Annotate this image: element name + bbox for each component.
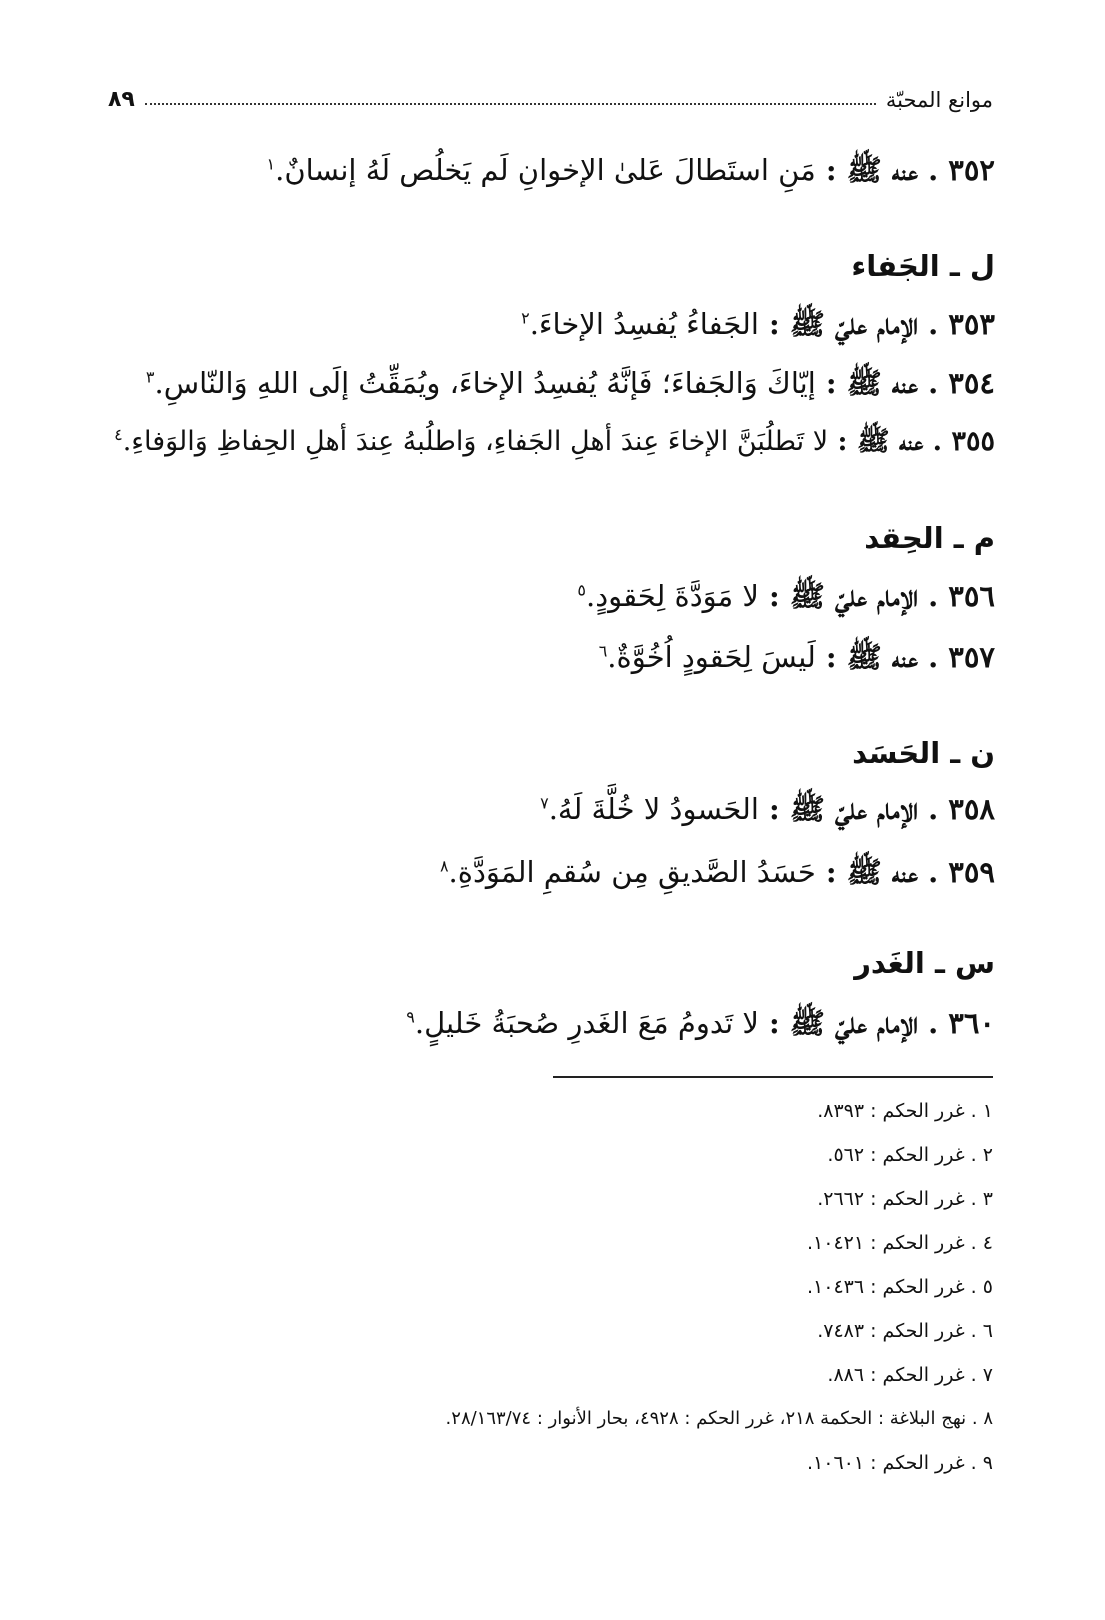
hadith-source: عنه ﷺ	[846, 153, 918, 187]
hadith-text: إيّاكَ وَالجَفاءَ؛ فَإنَّهُ يُفسِدُ الإخاءَ، ويُمَقِّتُ إلَى اللهِ وَالنّاسِ.	[154, 366, 816, 400]
footnote-9: ٩ . غرر الحكم : ١٠٦٠١.	[806, 1452, 993, 1474]
hadith-source: عنه ﷺ	[846, 855, 918, 889]
hadith-text: حَسَدُ الصَّديقِ مِن سُقمِ المَوَدَّةِ.	[448, 855, 816, 889]
hadith-358: ٣٥٨ . الإمام عليّ ﷺ : الحَسودُ لا خُلَّةَ لَهُ.$^٧$	[540, 792, 995, 826]
hadith-354: ٣٥٤ . عنه ﷺ : إيّاكَ وَالجَفاءَ؛ فَإنَّهُ يُفسِدُ الإخاءَ، ويُمَقِّتُ إلَى اللهِ وَالنّاسِ.$^٣$	[145, 366, 995, 400]
footnote-ref: ٥	[577, 580, 586, 600]
hadith-number: ٣٥٧	[948, 640, 995, 674]
footnote-ref: ٤	[114, 425, 123, 444]
hadith-text: لا تَدومُ مَعَ الغَدرِ صُحبَةُ خَليلٍ.	[414, 1006, 759, 1040]
hadith-source: الإمام عليّ ﷺ	[789, 579, 918, 613]
hadith-number: ٣٥٨	[948, 792, 995, 826]
hadith-357: ٣٥٧ . عنه ﷺ : لَيسَ لِحَقودٍ اُخُوَّةٌ.$^٦$	[598, 640, 995, 674]
footnote-7: ٧ . غرر الحكم : ٨٨٦.	[827, 1364, 993, 1386]
header-dot-leader	[145, 103, 876, 105]
hadith-text: لا تَطلُبَنَّ الإخاءَ عِندَ أهلِ الجَفاءِ، وَاطلُبهُ عِندَ أهلِ الحِفاظِ وَالوَفاءِ.	[122, 426, 829, 457]
hadith-text: لَيسَ لِحَقودٍ اُخُوَّةٌ.	[607, 640, 816, 674]
hadith-text: لا مَوَدَّةَ لِحَقودٍ.	[585, 579, 759, 613]
section-title-hasad: ن ـ الحَسَد	[852, 736, 995, 770]
footnote-divider	[553, 1076, 993, 1078]
hadith-355: ٣٥٥ . عنه ﷺ : لا تَطلُبَنَّ الإخاءَ عِندَ أهلِ الجَفاءِ، وَاطلُبهُ عِندَ أهلِ الحِفاظِ وَالوَفاءِ.$^٤$	[114, 425, 995, 457]
section-title-jafa: ل ـ الجَفاء	[851, 249, 995, 283]
hadith-source: عنه ﷺ	[846, 640, 918, 674]
hadith-356: ٣٥٦ . الإمام عليّ ﷺ : لا مَوَدَّةَ لِحَقودٍ.$^٥$	[577, 579, 995, 613]
footnote-1: ١ . غرر الحكم : ٨٣٩٣.	[817, 1100, 993, 1122]
footnote-5: ٥ . غرر الحكم : ١٠٤٣٦.	[806, 1276, 993, 1298]
footnote-ref: ٧	[540, 793, 549, 813]
footnote-ref: ٢	[521, 308, 530, 328]
hadith-text: الحَسودُ لا خُلَّةَ لَهُ.	[548, 792, 759, 826]
footnote-3: ٣ . غرر الحكم : ٢٦٦٢.	[817, 1188, 993, 1210]
hadith-number: ٣٥٢	[948, 153, 995, 187]
hadith-number: ٣٥٦	[948, 579, 995, 613]
section-title-hiqd: م ـ الحِقد	[864, 521, 995, 555]
running-header	[108, 78, 993, 112]
footnote-4: ٤ . غرر الحكم : ١٠٤٢١.	[806, 1232, 993, 1254]
hadith-source: عنه ﷺ	[846, 366, 918, 400]
hadith-360: ٣٦٠ . الإمام عليّ ﷺ : لا تَدومُ مَعَ الغَدرِ صُحبَةُ خَليلٍ.$^٩$	[406, 1006, 995, 1040]
hadith-text: الجَفاءُ يُفسِدُ الإخاءَ.	[529, 307, 759, 341]
footnote-ref: ١	[266, 154, 276, 174]
hadith-number: ٣٥٤	[948, 366, 995, 400]
hadith-source: الإمام عليّ ﷺ	[789, 792, 918, 826]
footnote-8: ٨ . نهج البلاغة : الحكمة ٢١٨، غرر الحكم : ٤٩٢٨، بحار الأنوار : ٢٨/١٦٣/٧٤.	[445, 1408, 993, 1429]
hadith-text: مَنِ استَطالَ عَلىٰ الإخوانِ لَم يَخلُص لَهُ إنسانٌ.	[275, 153, 816, 187]
page-number: ٨٩	[108, 87, 135, 112]
footnote-ref: ٩	[406, 1007, 415, 1027]
footnote-ref: ٦	[598, 641, 608, 661]
hadith-number: ٣٦٠	[948, 1006, 995, 1040]
hadith-source: عنه ﷺ	[856, 426, 924, 457]
footnote-ref: ٨	[439, 856, 449, 876]
hadith-359: ٣٥٩ . عنه ﷺ : حَسَدُ الصَّديقِ مِن سُقمِ المَوَدَّةِ.$^٨$	[439, 855, 995, 889]
footnote-2: ٢ . غرر الحكم : ٥٦٢.	[827, 1144, 993, 1166]
section-title-ghadr: س ـ الغَدر	[854, 946, 995, 980]
footnote-6: ٦ . غرر الحكم : ٧٤٨٣.	[817, 1320, 993, 1342]
hadith-source: الإمام عليّ ﷺ	[789, 307, 918, 341]
hadith-353: ٣٥٣ . الإمام عليّ ﷺ : الجَفاءُ يُفسِدُ الإخاءَ.$^٢$	[521, 307, 995, 341]
hadith-352: ٣٥٢ . عنه ﷺ : مَنِ استَطالَ عَلىٰ الإخوانِ لَم يَخلُص لَهُ إنسانٌ.$^١$	[266, 153, 995, 187]
hadith-number: ٣٥٣	[948, 307, 995, 341]
header-title: موانع المحبّة	[885, 88, 993, 112]
hadith-number: ٣٥٩	[948, 855, 995, 889]
hadith-number: ٣٥٥	[951, 426, 995, 457]
hadith-source: الإمام عليّ ﷺ	[789, 1006, 918, 1040]
footnote-ref: ٣	[145, 367, 155, 387]
